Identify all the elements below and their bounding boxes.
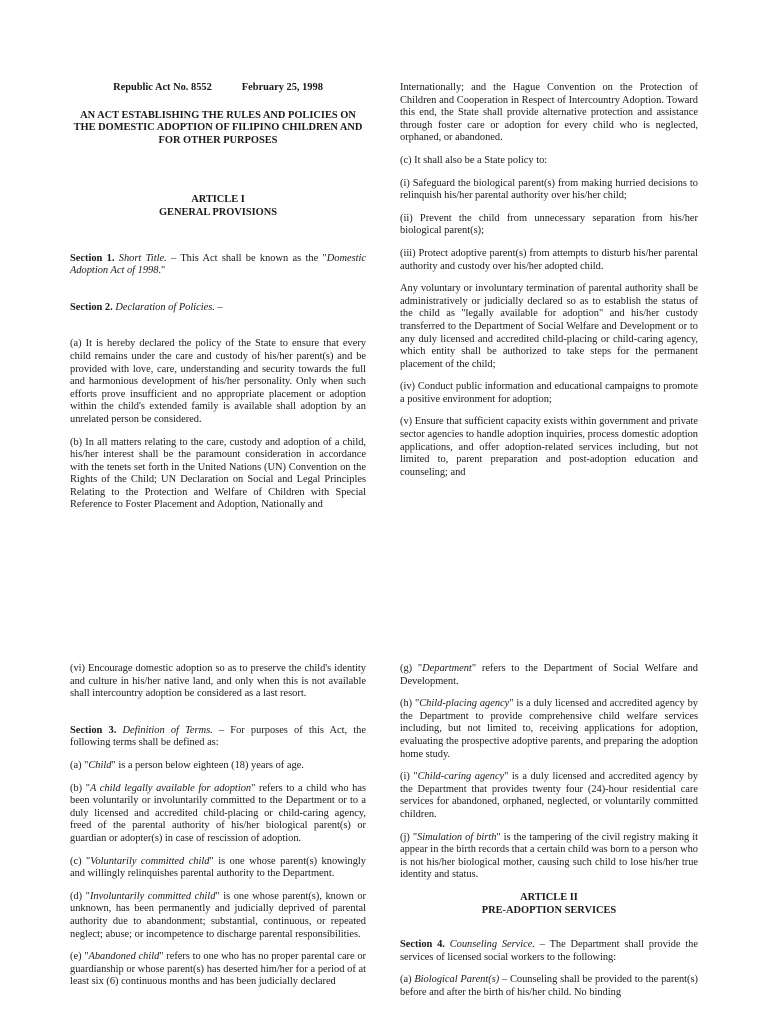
article-number: ARTICLE I [191, 194, 245, 206]
definition-text: " is the tampering of the civil registry making it appear in the birth records that a certain child was born to a person who is not his/her biological mother, causing such child to lose his/her true identity and status. [400, 831, 698, 881]
document-page-2 [0, 655, 768, 1024]
act-date: February 25, 1998 [241, 82, 323, 93]
section-number: Section 1. [70, 252, 115, 264]
paragraph-a: (a) It is hereby declared the policy of the State to ensure that every child remains under the care and custody of his/her parent(s) and be provided with love, care, understanding and security towards the full and harmonious development of his/her personality. Only when such efforts prove insufficient and no appropriate placement or adoption within the child's extended family is available shall adoption by an unrelated person be considered. [70, 338, 366, 425]
policy-item-v: (v) Ensure that sufficient capacity exists within government and private sector agencies to handle adoption inquiries, process domestic adoption applications, and offer adoption-related services including, but not limited to, parent preparation and post-adoption education and counseling; and [400, 416, 698, 478]
item-text: – Counseling shall be provided to the parent(s) before and after the birth of his/her child. No binding [400, 974, 698, 998]
definition-term: Simulation of birth [417, 831, 497, 843]
section-dash: – [214, 301, 223, 313]
section-text: – For purposes of this Act, the following terms shall be defined as: [70, 724, 366, 749]
definition-e [70, 951, 366, 989]
definition-h [400, 698, 698, 761]
definition-text: " refers to a child who has been voluntarily or involuntarily committed to the Department or to a duly licensed and accredited child-placing or child-caring agency, freed of the parental authority of his/her biological parent(s) or guardian or adopter(s) in case of rescission of adoption. [70, 782, 366, 844]
section-number: Section 3. [70, 724, 117, 736]
definition-prefix: (b) " [70, 782, 90, 794]
policy-item-ii: (ii) Prevent the child from unnecessary separation from his/her biological parent(s); [400, 212, 698, 237]
section-text: – This Act shall be known as the " [166, 252, 327, 264]
definition-term: Child-placing agency [419, 698, 510, 710]
definition-text: " refers to one who has no proper parental care or guardianship or whose parent(s) has deserted him/her for a period of at least six (6) continuous months and has been judicially declared [70, 951, 366, 988]
policy-item-iv: (iv) Conduct public information and educational campaigns to promote a positive environment for adoption; [400, 381, 698, 405]
article-name: GENERAL PROVISIONS [158, 206, 278, 218]
article-heading [400, 892, 698, 917]
paragraph-c: (c) It shall also be a State policy to: [400, 154, 548, 166]
definition-prefix: (c) " [70, 855, 91, 867]
definition-text: " is a duly licensed and accredited agency by the Department to provide comprehensive child welfare services including, but not limited to, receiving applications for adoption, evaluating the prospective adoptive parents, and preparing the adoption home study. [400, 698, 698, 760]
section-number: Section 4. [400, 939, 445, 951]
definition-prefix: (j) " [400, 831, 418, 843]
section-text: – The Department shall provide the services of licensed social workers to the following: [400, 939, 698, 963]
policy-item-iii: (iii) Protect adoptive parent(s) from attempts to disturb his/her parental authority and custody over his/her adopted child. [400, 247, 698, 272]
act-short-name: Domestic Adoption Act of 1998 [70, 252, 366, 277]
definition-term: Voluntarily committed child [90, 855, 210, 867]
definition-a [70, 760, 366, 773]
definition-text: " is one whose parent(s), known or unknown, has been permanently and judicially deprived of parental authority due to abandonment; substantial, continuous, or repeated neglect; abuse; or incompetence to discharge parental responsibilities. [70, 890, 366, 940]
section-number: Section 2. [70, 301, 113, 313]
definition-prefix: (i) " [400, 771, 418, 783]
section-heading: Short Title. [118, 252, 167, 264]
definition-prefix: (e) " [70, 951, 89, 963]
section-text-end: ." [158, 265, 166, 277]
policy-item-vi: (vi) Encourage domestic adoption so as to preserve the child's identity and culture in his/her native land, and only when this is not available shall intercountry adoption be considered as a last resort. [70, 663, 366, 700]
section-2-heading [70, 302, 366, 315]
definition-term: Child [88, 759, 112, 771]
definition-term: Department [422, 663, 472, 674]
act-header [70, 82, 366, 95]
act-title: AN ACT ESTABLISHING THE RULES AND POLICIES ON THE DOMESTIC ADOPTION OF FILIPINO CHILDREN AND FOR OTHER PURPOSES [73, 109, 363, 146]
definition-term: Involuntarily committed child [89, 890, 216, 902]
termination-paragraph: Any voluntary or involuntary termination of parental authority shall be administratively or judicially declared so as to establish the status of the child as "legally available for adoption" and his/her custody transferred to the Department of Social Welfare and Development or to any duly licensed and accredited child-placing or child-caring agency, which entity shall be authorized to take steps for the permanent placement of the child; [400, 283, 698, 370]
definition-prefix: (d) " [70, 890, 90, 902]
paragraph-b: (b) In all matters relating to the care, custody and adoption of a child, his/her interest shall be the paramount consideration in accordance with the tenets set forth in the United Nations (UN) Convention on the Rights of the Child; UN Declaration on Social and Legal Principles Relating to the Protection and Welfare of Children with Special Reference to Foster Placement and Adoption, Nationally and [70, 436, 366, 511]
section-heading: Definition of Terms. [122, 724, 213, 736]
right-column [400, 82, 698, 489]
definition-prefix: (g) " [400, 663, 423, 674]
definition-g [400, 663, 698, 688]
policy-item-i: (i) Safeguard the biological parent(s) from making hurried decisions to relinquish his/her parental authority over his/her child; [400, 177, 698, 202]
definition-text: " is a duly licensed and accredited agency by the Department that provides twenty four (24)-hour residential care services for abandoned, orphaned, neglected, or voluntarily committed children. [400, 771, 698, 820]
definition-prefix: (h) " [400, 698, 420, 710]
article-number: ARTICLE II [520, 891, 578, 903]
section-heading: Counseling Service. [449, 939, 535, 951]
definition-b [70, 783, 366, 846]
item-prefix: (a) [400, 974, 415, 986]
left-column [70, 663, 366, 999]
definition-term: Child-caring agency [417, 771, 505, 783]
right-column [400, 663, 698, 1009]
article-name: PRE-ADOPTION SERVICES [481, 904, 617, 916]
section-heading: Declaration of Policies. [115, 301, 215, 313]
left-column [70, 82, 366, 522]
item-term: Biological Parent(s) [414, 974, 500, 986]
article-heading [70, 194, 366, 219]
definition-text: " refers to the Department of Social Welfare and Development. [400, 663, 698, 687]
act-number: Republic Act No. 8552 [113, 82, 212, 93]
definition-d [70, 891, 366, 941]
definition-prefix: (a) " [70, 759, 89, 771]
section-1 [70, 253, 366, 278]
definition-term: A child legally available for adoption [90, 782, 252, 794]
definition-text: " is one whose parent(s) knowingly and willingly relinquishes parental authority to the Department. [70, 855, 367, 880]
paragraph-b-continued: Internationally; and the Hague Convention on the Protection of Children and Cooperation in Respect of Intercountry Adoption. Toward this end, the State shall provide alternative protection and assistance through foster care or adoption for every child who is neglected, orphaned, or abandoned. [400, 82, 698, 144]
definition-i [400, 771, 698, 821]
definition-term: Abandoned child [88, 951, 160, 963]
section-4-item-a [400, 974, 698, 999]
definition-c [70, 856, 366, 881]
section-3 [70, 725, 366, 750]
definition-text: " is a person below eighteen (18) years of age. [111, 759, 304, 771]
definition-j [400, 832, 698, 882]
section-4 [400, 939, 698, 964]
